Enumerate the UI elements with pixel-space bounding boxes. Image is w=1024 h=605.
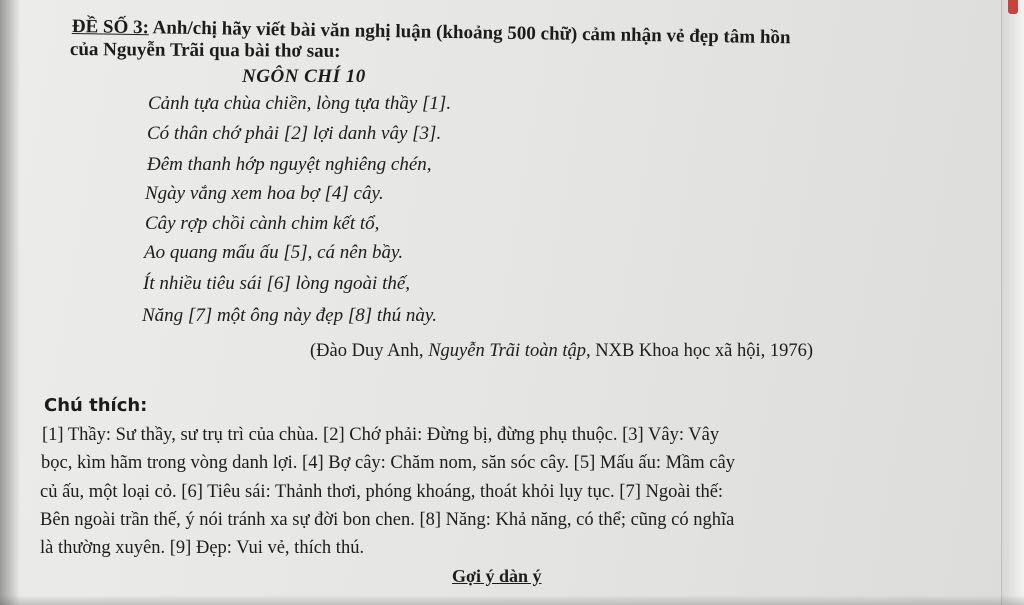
poem-line: Có thân chớ phải [2] lợi danh vây [3]. (147, 123, 442, 144)
poem-line: Cảnh tựa chùa chiền, lòng tựa thầy [1]. (148, 93, 452, 114)
note-line: củ ấu, một loại cỏ. [6] Tiêu sái: Thảnh thơi, phóng khoáng, thoát khỏi lụy tục. [7] Ngoài thế: (40, 482, 724, 502)
poem-source (310, 341, 813, 362)
question-line-2: của Nguyễn Trãi qua bài thơ sau: (69, 39, 341, 62)
source-rest: , NXB Khoa học xã hội, 1976) (585, 341, 814, 361)
question-text-1: Anh/chị hãy viết bài văn nghị luận (khoảng 500 chữ) cảm nhận vẻ đẹp tâm hồn (152, 17, 791, 49)
poem-line: Ít nhiều tiêu sái [6] lòng ngoài thế, (143, 273, 411, 294)
adjacent-page-edge (1001, 0, 1024, 605)
page-bottom-shadow (0, 595, 1024, 605)
note-line: [1] Thầy: Sư thầy, sư trụ trì của chùa. [2] Chớ phải: Đừng bị, đừng phụ thuộc. [3] Vây: Vây (42, 425, 720, 445)
source-book: Nguyễn Trãi toàn tập (428, 341, 586, 361)
red-mark (1008, 0, 1018, 14)
poem-line: Đêm thanh hớp nguyệt nghiêng chén, (147, 154, 432, 175)
poem-line: Cây rợp chồi cành chim kết tổ, (145, 213, 380, 234)
poem-line: Ngày vắng xem hoa bợ [4] cây. (145, 183, 384, 204)
poem-line: Ao quang mấu ấu [5], cá nên bầy. (144, 242, 404, 263)
poem-title: NGÔN CHÍ 10 (242, 66, 366, 87)
source-open: (Đào Duy Anh, (310, 341, 429, 361)
outline-heading: Gợi ý dàn ý (452, 566, 542, 586)
note-line: là thường xuyên. [9] Đẹp: Vui vẻ, thích thú. (40, 538, 365, 558)
page-left-edge (0, 0, 20, 605)
notes-heading: Chú thích: (44, 395, 148, 416)
poem-line: Năng [7] một ông này đẹp [8] thú này. (142, 305, 438, 326)
note-line: Bên ngoài trần thế, ý nói tránh xa sự đời bon chen. [8] Năng: Khả năng, có thể; cũng có nghĩa (40, 510, 735, 530)
question-label: ĐỀ SỐ 3: (71, 16, 150, 39)
note-line: bọc, kìm hãm trong vòng danh lợi. [4] Bợ cây: Chăm nom, săn sóc cây. [5] Mấu ấu: Mầm cây (41, 453, 735, 473)
